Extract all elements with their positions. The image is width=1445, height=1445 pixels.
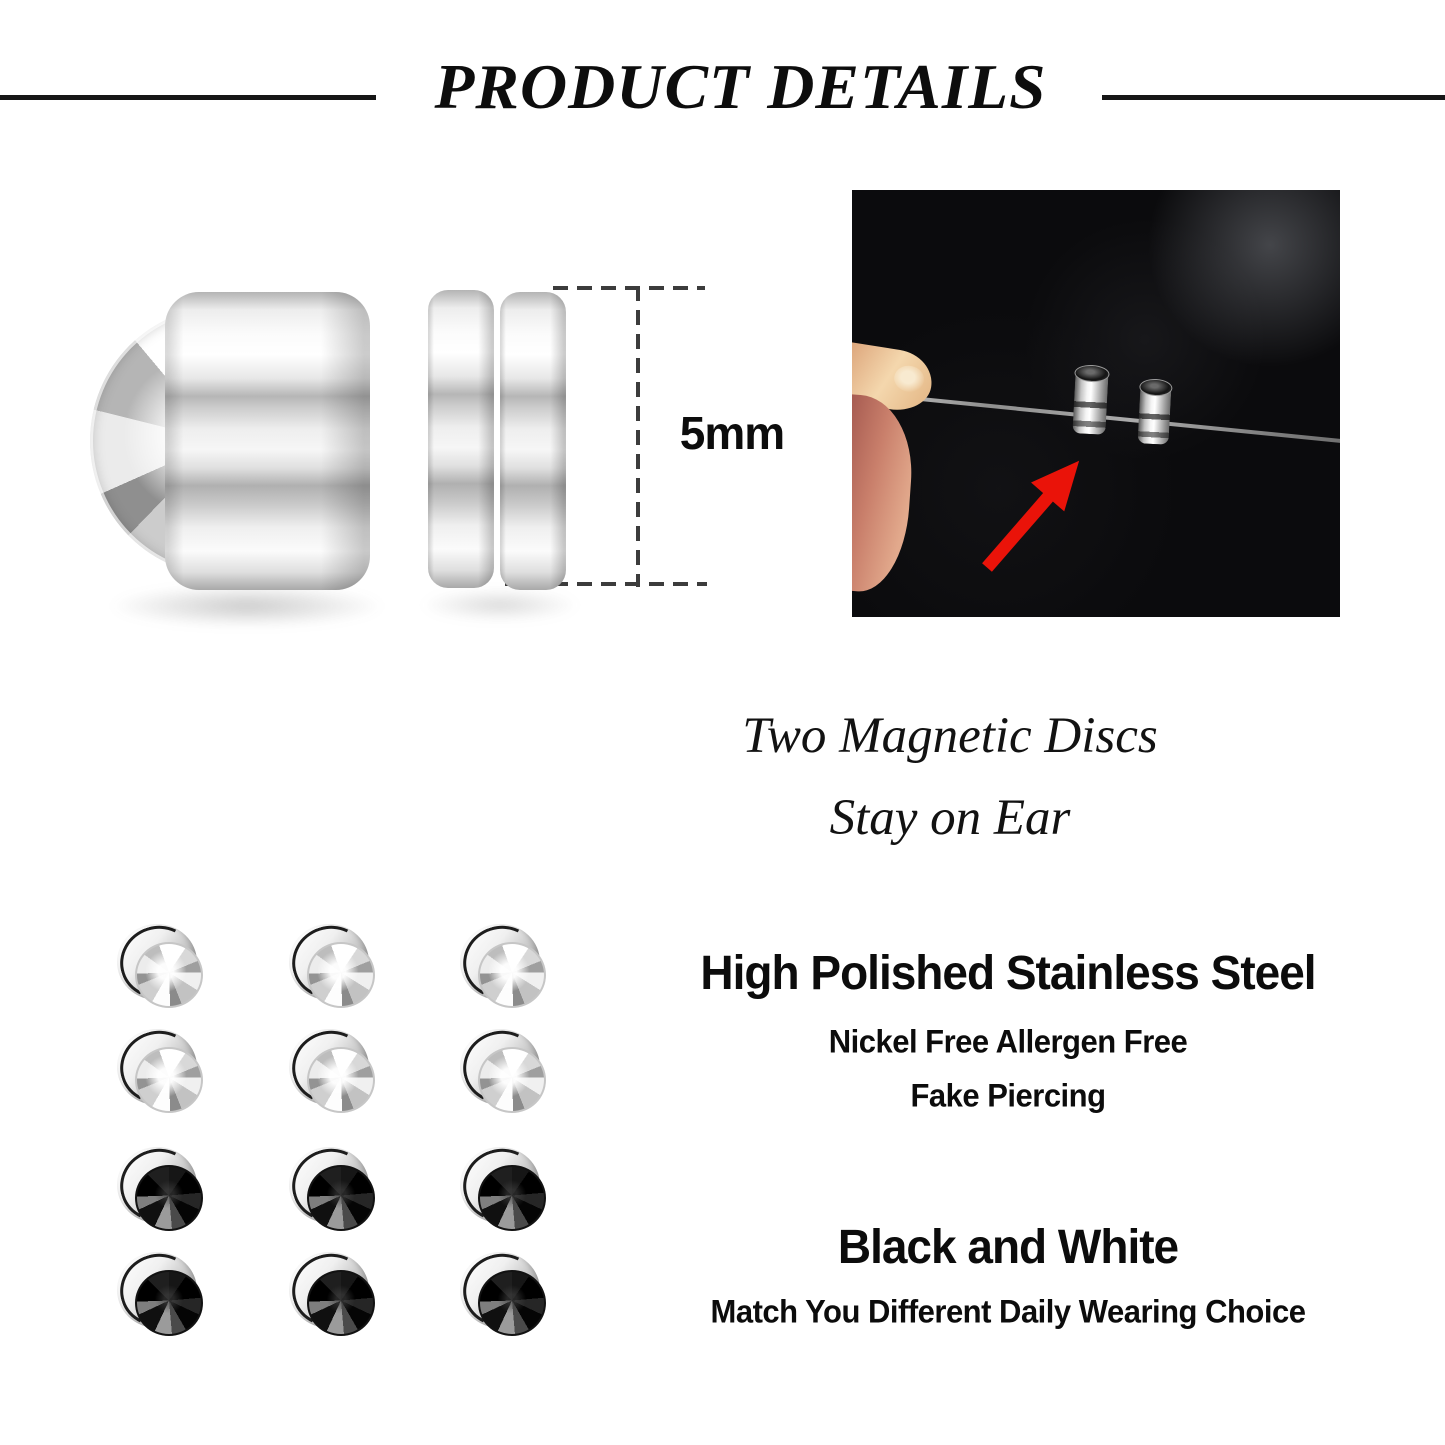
size-label: 5mm — [679, 407, 785, 459]
earring-stud-white — [289, 924, 375, 1008]
thumb-finger — [852, 394, 917, 595]
stud-gem — [135, 1270, 203, 1336]
magnetic-disc-2 — [500, 292, 566, 590]
mini-earring-1 — [1072, 369, 1108, 435]
earring-stud-black — [117, 1252, 203, 1336]
page-title: PRODUCT DETAILS — [434, 51, 1047, 122]
earring-stud-black — [289, 1147, 375, 1231]
stud-gem — [307, 942, 375, 1008]
dimension-line-vertical — [636, 286, 640, 587]
earring-shadow — [104, 584, 390, 628]
feature-steel-line-1: Nickel Free Allergen Free — [828, 1023, 1188, 1060]
stud-gem — [307, 1047, 375, 1113]
feature-steel-heading: High Polished Stainless Steel — [700, 944, 1316, 1000]
feature-steel-line-2: Fake Piercing — [910, 1077, 1106, 1114]
stud-gem — [478, 942, 546, 1008]
earring-stud-black — [117, 1147, 203, 1231]
header-rule-right — [1102, 95, 1445, 100]
caption-line-2: Stay on Ear — [829, 790, 1071, 846]
stud-gem — [135, 942, 203, 1008]
stud-gem — [478, 1165, 546, 1231]
mini-earring-2 — [1137, 383, 1171, 445]
stud-gem — [478, 1270, 546, 1336]
earring-stud-white — [460, 924, 546, 1008]
stud-gem — [135, 1165, 203, 1231]
earring-stud-white — [117, 924, 203, 1008]
earring-body — [165, 292, 370, 590]
earring-stud-black — [289, 1252, 375, 1336]
dimension-line-top — [553, 286, 705, 290]
earring-stud-black — [460, 1252, 546, 1336]
red-arrow-icon — [982, 457, 1084, 572]
earring-stud-black — [460, 1147, 546, 1231]
red-arrow-shaft — [982, 491, 1055, 572]
stud-gem — [478, 1047, 546, 1113]
magnetic-disc-1 — [428, 290, 494, 588]
stud-gem — [307, 1270, 375, 1336]
feature-color-heading: Black and White — [837, 1218, 1179, 1274]
earring-stud-white — [289, 1029, 375, 1113]
product-photo — [852, 190, 1340, 617]
earring-stud-white — [460, 1029, 546, 1113]
caption-line-1: Two Magnetic Discs — [742, 708, 1158, 764]
discs-shadow — [418, 588, 582, 622]
stud-gem — [135, 1047, 203, 1113]
feature-color-line-1: Match You Different Daily Wearing Choice — [710, 1293, 1306, 1330]
earring-stud-white — [117, 1029, 203, 1113]
stud-gem — [307, 1165, 375, 1231]
